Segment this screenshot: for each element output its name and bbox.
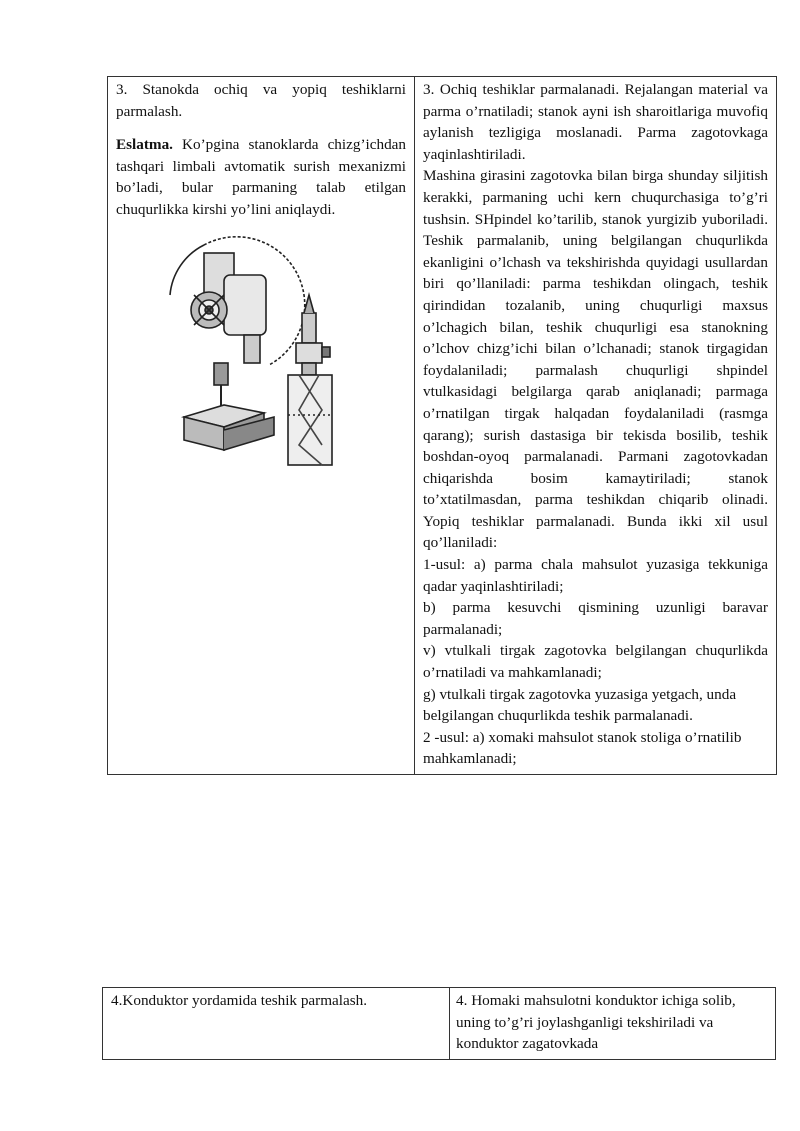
note-paragraph xyxy=(116,134,406,220)
method1-step-v: v) vtulkali tirgak zagotovka belgilangan chuqurlikda o’rnatiladi va mahkamlanadi; xyxy=(423,642,768,682)
procedure-table-2 xyxy=(102,987,776,1060)
method1-step-g: g) vtulkali tirgak zagotovka yuzasiga yetgach, unda belgilangan chuqurlikda teshik parmalanadi. xyxy=(423,685,737,725)
description-cell xyxy=(415,77,777,775)
method1-step-a: 1-usul: a) parma chala mahsulot yuzasiga tekkuniga qadar yaqinlashtiriladi; xyxy=(423,556,768,595)
step-cell xyxy=(108,77,415,775)
drilling-machine-illustration xyxy=(164,235,364,475)
step-title: 3. Stanokda ochiq va yopiq teshiklarni parmalash. xyxy=(116,81,406,120)
description-paragraph-2: Mashina girasini zagotovka bilan birga shunday siljitish kerakki, parmaning uchi kern chuqurchasiga to’g’ri tushsin. SHpindel ko’tarilib, stanok yurgizib yuboriladi. Teshik parmalanib, uning belgilangan chuqurlikda ekanligini o’lchash va tekshirishda quyidagi usullardan biri qo’llaniladi: parma teshikdan olingach, teshik qirindidan tozalanib, uning chuqurligi maxsus o’lchagich bilan, teshik chuqurligi esa stanokning o’lchov chizg’ichi bilan o’lchanadi; stanok tirgagidan foydalaniladi; parmalash chuqurligi shpindel vtulkasidagi belgilarga qarab aniqlanadi; parmaga o’rnatilgan tirgak halqadan foydalaniladi (rasmga qarang); surish dastasiga bir tekisda bosilib, teshik boshdan-oyoq parmalanadi. Parmani zagotovkadan chiqarishda bosim kamaytiriladi; stanok to’xtatilmasdan, parma teshikdan chiqarib olinadi. Yopiq teshiklar parmalanadi. Bunda ikki xil usul qo’llaniladi: xyxy=(423,167,768,552)
step-title: 4.Konduktor yordamida teshik parmalash. xyxy=(111,992,368,1009)
procedure-table xyxy=(107,76,777,775)
note-label: Eslatma. xyxy=(116,136,173,154)
method1-step-b: b) parma kesuvchi qismining uzunligi baravar parmalanadi; xyxy=(423,599,768,638)
table-row xyxy=(108,77,777,775)
description-paragraph-1: 3. Ochiq teshiklar parmalanadi. Rejalangan material va parma o’rnatiladi; stanok ayni ish sharoitlariga muvofiq aylanish tezligiga moslanadi. Parma zagotovkaga yaqinlashtiriladi. xyxy=(423,81,768,163)
step-cell xyxy=(103,988,450,1060)
description-paragraph: 4. Homaki mahsulotni konduktor ichiga solib, uning to’g’ri joylashganligi tekshiriladi va konduktor zagatovkada xyxy=(456,992,736,1053)
method2-step-a: 2 -usul: a) xomaki mahsulot stanok stoliga o’rnatilib mahkamlanadi; xyxy=(423,728,742,768)
table-row xyxy=(103,988,776,1060)
description-cell xyxy=(450,988,776,1060)
note-text: Ko’pgina stanoklarda chizg’ichdan tashqari limbali avtomatik surish mexanizmi bo’ladi, bular parmaning talab etilgan chuqurlikka kirshi yo’lini aniqlaydi. xyxy=(116,136,406,218)
